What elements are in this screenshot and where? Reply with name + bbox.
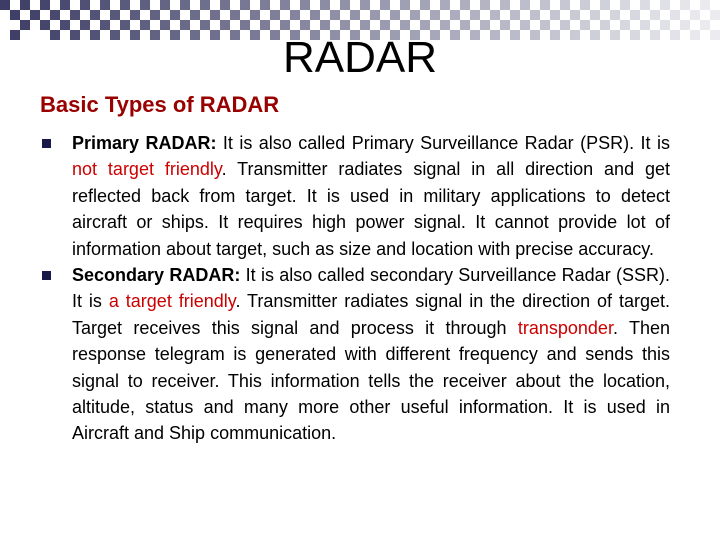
bullet-highlight: not target friendly	[72, 159, 222, 180]
checker-square	[40, 20, 50, 30]
checker-square	[620, 0, 630, 10]
checker-square	[470, 10, 480, 20]
slide-subtitle: Basic Types of RADAR	[40, 92, 280, 117]
checker-square	[590, 10, 600, 20]
checker-square	[30, 10, 40, 20]
checker-square	[520, 0, 530, 10]
checker-square	[210, 10, 220, 20]
checker-square	[300, 20, 310, 30]
slide-title: RADAR	[282, 33, 438, 82]
bullet-text: . Then response telegram is generated with different frequency and sends this signal to receiver. This information tells the receiver about the location, altitude, status and many more other useful information. It is used in Aircraft and Ship communication.	[72, 317, 670, 444]
checker-square	[560, 0, 570, 10]
bullet-secondary-radar	[40, 262, 670, 447]
checker-square	[540, 20, 550, 30]
checker-square	[220, 20, 230, 30]
checker-square	[240, 0, 250, 10]
checker-square	[150, 10, 160, 20]
bullet-square-icon	[42, 139, 51, 148]
checker-square	[100, 0, 110, 10]
checker-square	[360, 20, 370, 30]
checker-square	[520, 20, 530, 30]
checker-square	[350, 10, 360, 20]
checker-square	[320, 0, 330, 10]
checker-square	[220, 0, 230, 10]
checker-square	[230, 10, 240, 20]
checker-square	[270, 10, 280, 20]
bullet-square-icon	[42, 271, 51, 280]
checker-square	[700, 0, 710, 10]
checker-square	[680, 0, 690, 10]
checker-square	[90, 10, 100, 20]
checker-square	[50, 10, 60, 20]
checker-square	[580, 0, 590, 10]
checker-square	[80, 0, 90, 10]
bullet-highlight: transponder	[517, 317, 613, 338]
checker-square	[440, 0, 450, 10]
bullet-text: . Transmitter radiates signal in all direction and get reflected back from target. It is used in military applications to detect aircraft or ships. It requires high power signal. It cannot provide lot of information about target, such as size and location with precise accuracy.	[72, 159, 671, 259]
checker-square	[190, 10, 200, 20]
checker-square	[410, 10, 420, 20]
bullet-text: It is also called Primary Surveillance Radar (PSR). It is	[216, 133, 670, 153]
checker-square	[660, 0, 670, 10]
bullet-text: It is also called secondary Surveillance Radar (SSR). It is	[72, 265, 670, 312]
checker-square	[160, 20, 170, 30]
checker-square	[180, 0, 190, 10]
checker-square	[650, 10, 660, 20]
checker-square	[60, 20, 70, 30]
checker-square	[480, 0, 490, 10]
checker-square	[10, 10, 20, 20]
checker-square	[250, 10, 260, 20]
checker-square	[130, 10, 140, 20]
checker-square	[550, 10, 560, 20]
checker-square	[660, 20, 670, 30]
bullet-term: Primary RADAR:	[72, 133, 217, 153]
bullet-text: . Transmitter radiates signal in the direction of target. Target receives this signal and process it through	[72, 291, 671, 338]
checker-square	[540, 0, 550, 10]
checker-square	[300, 0, 310, 10]
checker-square	[600, 20, 610, 30]
checker-square	[670, 10, 680, 20]
checker-square	[380, 20, 390, 30]
bullet-primary-radar	[40, 130, 670, 262]
checker-square	[490, 10, 500, 20]
checker-square	[320, 20, 330, 30]
checker-square	[420, 20, 430, 30]
checker-square	[400, 20, 410, 30]
checker-square	[620, 20, 630, 30]
checker-square	[500, 0, 510, 10]
checker-square	[700, 20, 710, 30]
checker-square	[200, 0, 210, 10]
checker-square	[60, 0, 70, 10]
checker-square	[140, 20, 150, 30]
checker-square	[450, 10, 460, 20]
checker-square	[380, 0, 390, 10]
checker-square	[640, 0, 650, 10]
checker-square	[400, 0, 410, 10]
checker-square	[330, 10, 340, 20]
checker-square	[100, 20, 110, 30]
checker-square	[200, 20, 210, 30]
bullet-term: Secondary RADAR:	[72, 265, 241, 286]
checker-square	[370, 10, 380, 20]
checker-square	[610, 10, 620, 20]
checker-square	[260, 20, 270, 30]
checker-square	[290, 10, 300, 20]
checker-square	[340, 20, 350, 30]
checker-square	[310, 10, 320, 20]
checker-square	[70, 10, 80, 20]
checker-square	[630, 10, 640, 20]
checker-square	[460, 20, 470, 30]
checker-square	[170, 10, 180, 20]
checker-square	[680, 20, 690, 30]
checker-square	[140, 0, 150, 10]
checker-square	[390, 10, 400, 20]
checker-square	[600, 0, 610, 10]
checker-square	[160, 0, 170, 10]
checker-square	[20, 20, 30, 30]
checker-square	[110, 10, 120, 20]
checker-square	[510, 10, 520, 20]
checker-square	[710, 10, 720, 20]
checker-square	[40, 0, 50, 10]
checker-square	[0, 0, 10, 10]
bullet-highlight: a target friendly	[108, 291, 236, 312]
checker-square	[180, 20, 190, 30]
checker-square	[480, 20, 490, 30]
checker-square	[560, 20, 570, 30]
checker-square	[530, 10, 540, 20]
checker-square	[580, 20, 590, 30]
checker-square	[430, 10, 440, 20]
checker-square	[340, 0, 350, 10]
checker-square	[240, 20, 250, 30]
checker-square	[80, 20, 90, 30]
checker-square	[20, 0, 30, 10]
checker-square	[260, 0, 270, 10]
checker-square	[280, 0, 290, 10]
checker-square	[570, 10, 580, 20]
checker-square	[120, 20, 130, 30]
checker-square	[500, 20, 510, 30]
checker-square	[280, 20, 290, 30]
checker-square	[460, 0, 470, 10]
checker-square	[640, 20, 650, 30]
checker-square	[120, 0, 130, 10]
bullet-list	[40, 130, 670, 447]
checker-square	[420, 0, 430, 10]
checker-square	[440, 20, 450, 30]
checker-square	[360, 0, 370, 10]
checker-square	[690, 10, 700, 20]
